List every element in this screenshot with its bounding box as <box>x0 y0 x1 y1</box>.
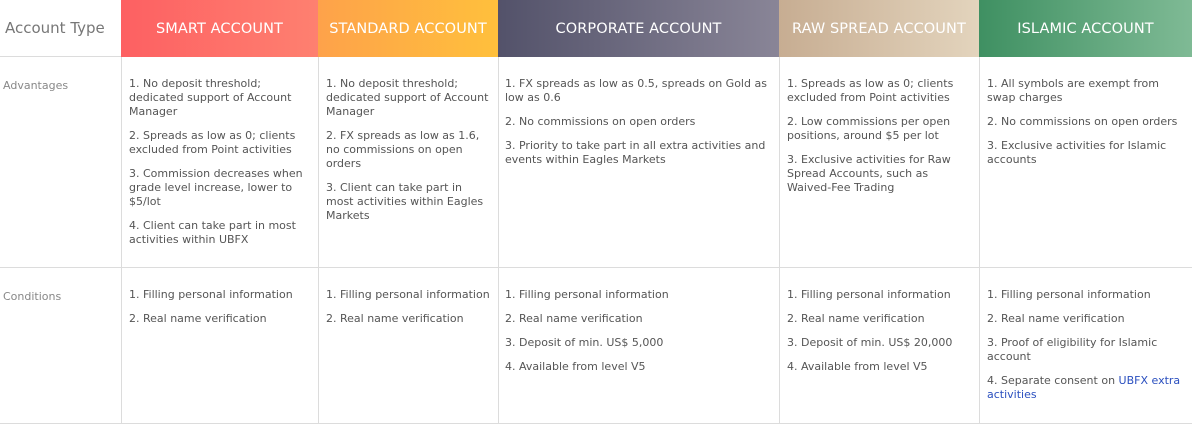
list-item: 2. No commissions on open orders <box>505 115 696 128</box>
conditions-standard-cell <box>318 268 498 424</box>
header-raw-spread-account: RAW SPREAD ACCOUNT <box>779 0 979 57</box>
list-item: 1. Spreads as low as 0; clients excluded from Point activities <box>787 77 954 104</box>
list-item: 1. Filling personal information <box>987 288 1151 301</box>
list-item: 4. Client can take part in most activities within UBFX <box>129 219 296 246</box>
row-label-advantages: Advantages <box>0 57 121 268</box>
list-item: 4. Available from level V5 <box>505 360 646 373</box>
list-item: 2. No commissions on open orders <box>987 115 1178 128</box>
list-item: 1. Filling personal information <box>505 288 669 301</box>
list-item: 2. Real name verification <box>505 312 643 325</box>
list-item: 2. Real name verification <box>787 312 925 325</box>
conditions-smart-cell <box>121 268 318 424</box>
list-item: 4. Available from level V5 <box>787 360 928 373</box>
advantages-raw-spread-cell <box>779 57 979 268</box>
list-item: 1. Filling personal information <box>129 288 293 301</box>
list-item: 2. Spreads as low as 0; clients excluded from Point activities <box>129 129 296 156</box>
list-item: 1. No deposit threshold; dedicated support of Account Manager <box>129 77 292 118</box>
list-item <box>987 374 1184 402</box>
conditions-corporate-cell <box>498 268 779 424</box>
account-type-label: Account Type <box>0 0 121 57</box>
list-item: 2. Real name verification <box>326 312 464 325</box>
list-item: 1. All symbols are exempt from swap charges <box>987 77 1159 104</box>
conditions-islamic-cell <box>979 268 1192 424</box>
list-item: 3. Deposit of min. US$ 20,000 <box>787 336 953 349</box>
header-corporate-account: CORPORATE ACCOUNT <box>498 0 779 57</box>
ubfx-extra-activities-link[interactable]: UBFX extra activities <box>987 374 1181 401</box>
list-item: 1. No deposit threshold; dedicated support of Account Manager <box>326 77 489 118</box>
advantages-islamic-cell <box>979 57 1192 268</box>
header-standard-account: STANDARD ACCOUNT <box>318 0 498 57</box>
list-item: 1. Filling personal information <box>787 288 951 301</box>
list-item: 2. Real name verification <box>129 312 267 325</box>
list-item: 3. Exclusive activities for Islamic accounts <box>987 139 1167 166</box>
list-item: 3. Commission decreases when grade level increase, lower to $5/lot <box>129 167 303 208</box>
conditions-raw-spread-cell <box>779 268 979 424</box>
list-item: 1. Filling personal information <box>326 288 490 301</box>
list-item: 3. Client can take part in most activities within Eagles Markets <box>326 181 484 222</box>
list-item: 3. Proof of eligibility for Islamic account <box>987 336 1158 363</box>
advantages-standard-cell <box>318 57 498 268</box>
list-item: 2. Real name verification <box>987 312 1125 325</box>
advantages-corporate-cell <box>498 57 779 268</box>
header-smart-account: SMART ACCOUNT <box>121 0 318 57</box>
consent-text: 4. Separate consent on <box>987 374 1119 387</box>
list-item: 1. FX spreads as low as 0.5, spreads on Gold as low as 0.6 <box>505 77 767 104</box>
list-item: 3. Priority to take part in all extra activities and events within Eagles Markets <box>505 139 766 166</box>
row-label-conditions: Conditions <box>0 268 121 424</box>
list-item: 2. Low commissions per open positions, around $5 per lot <box>787 115 951 142</box>
list-item: 3. Deposit of min. US$ 5,000 <box>505 336 664 349</box>
list-item: 2. FX spreads as low as 1.6, no commissions on open orders <box>326 129 480 170</box>
list-item: 3. Exclusive activities for Raw Spread Accounts, such as Waived-Fee Trading <box>787 153 951 194</box>
advantages-smart-cell <box>121 57 318 268</box>
header-islamic-account: ISLAMIC ACCOUNT <box>979 0 1192 57</box>
